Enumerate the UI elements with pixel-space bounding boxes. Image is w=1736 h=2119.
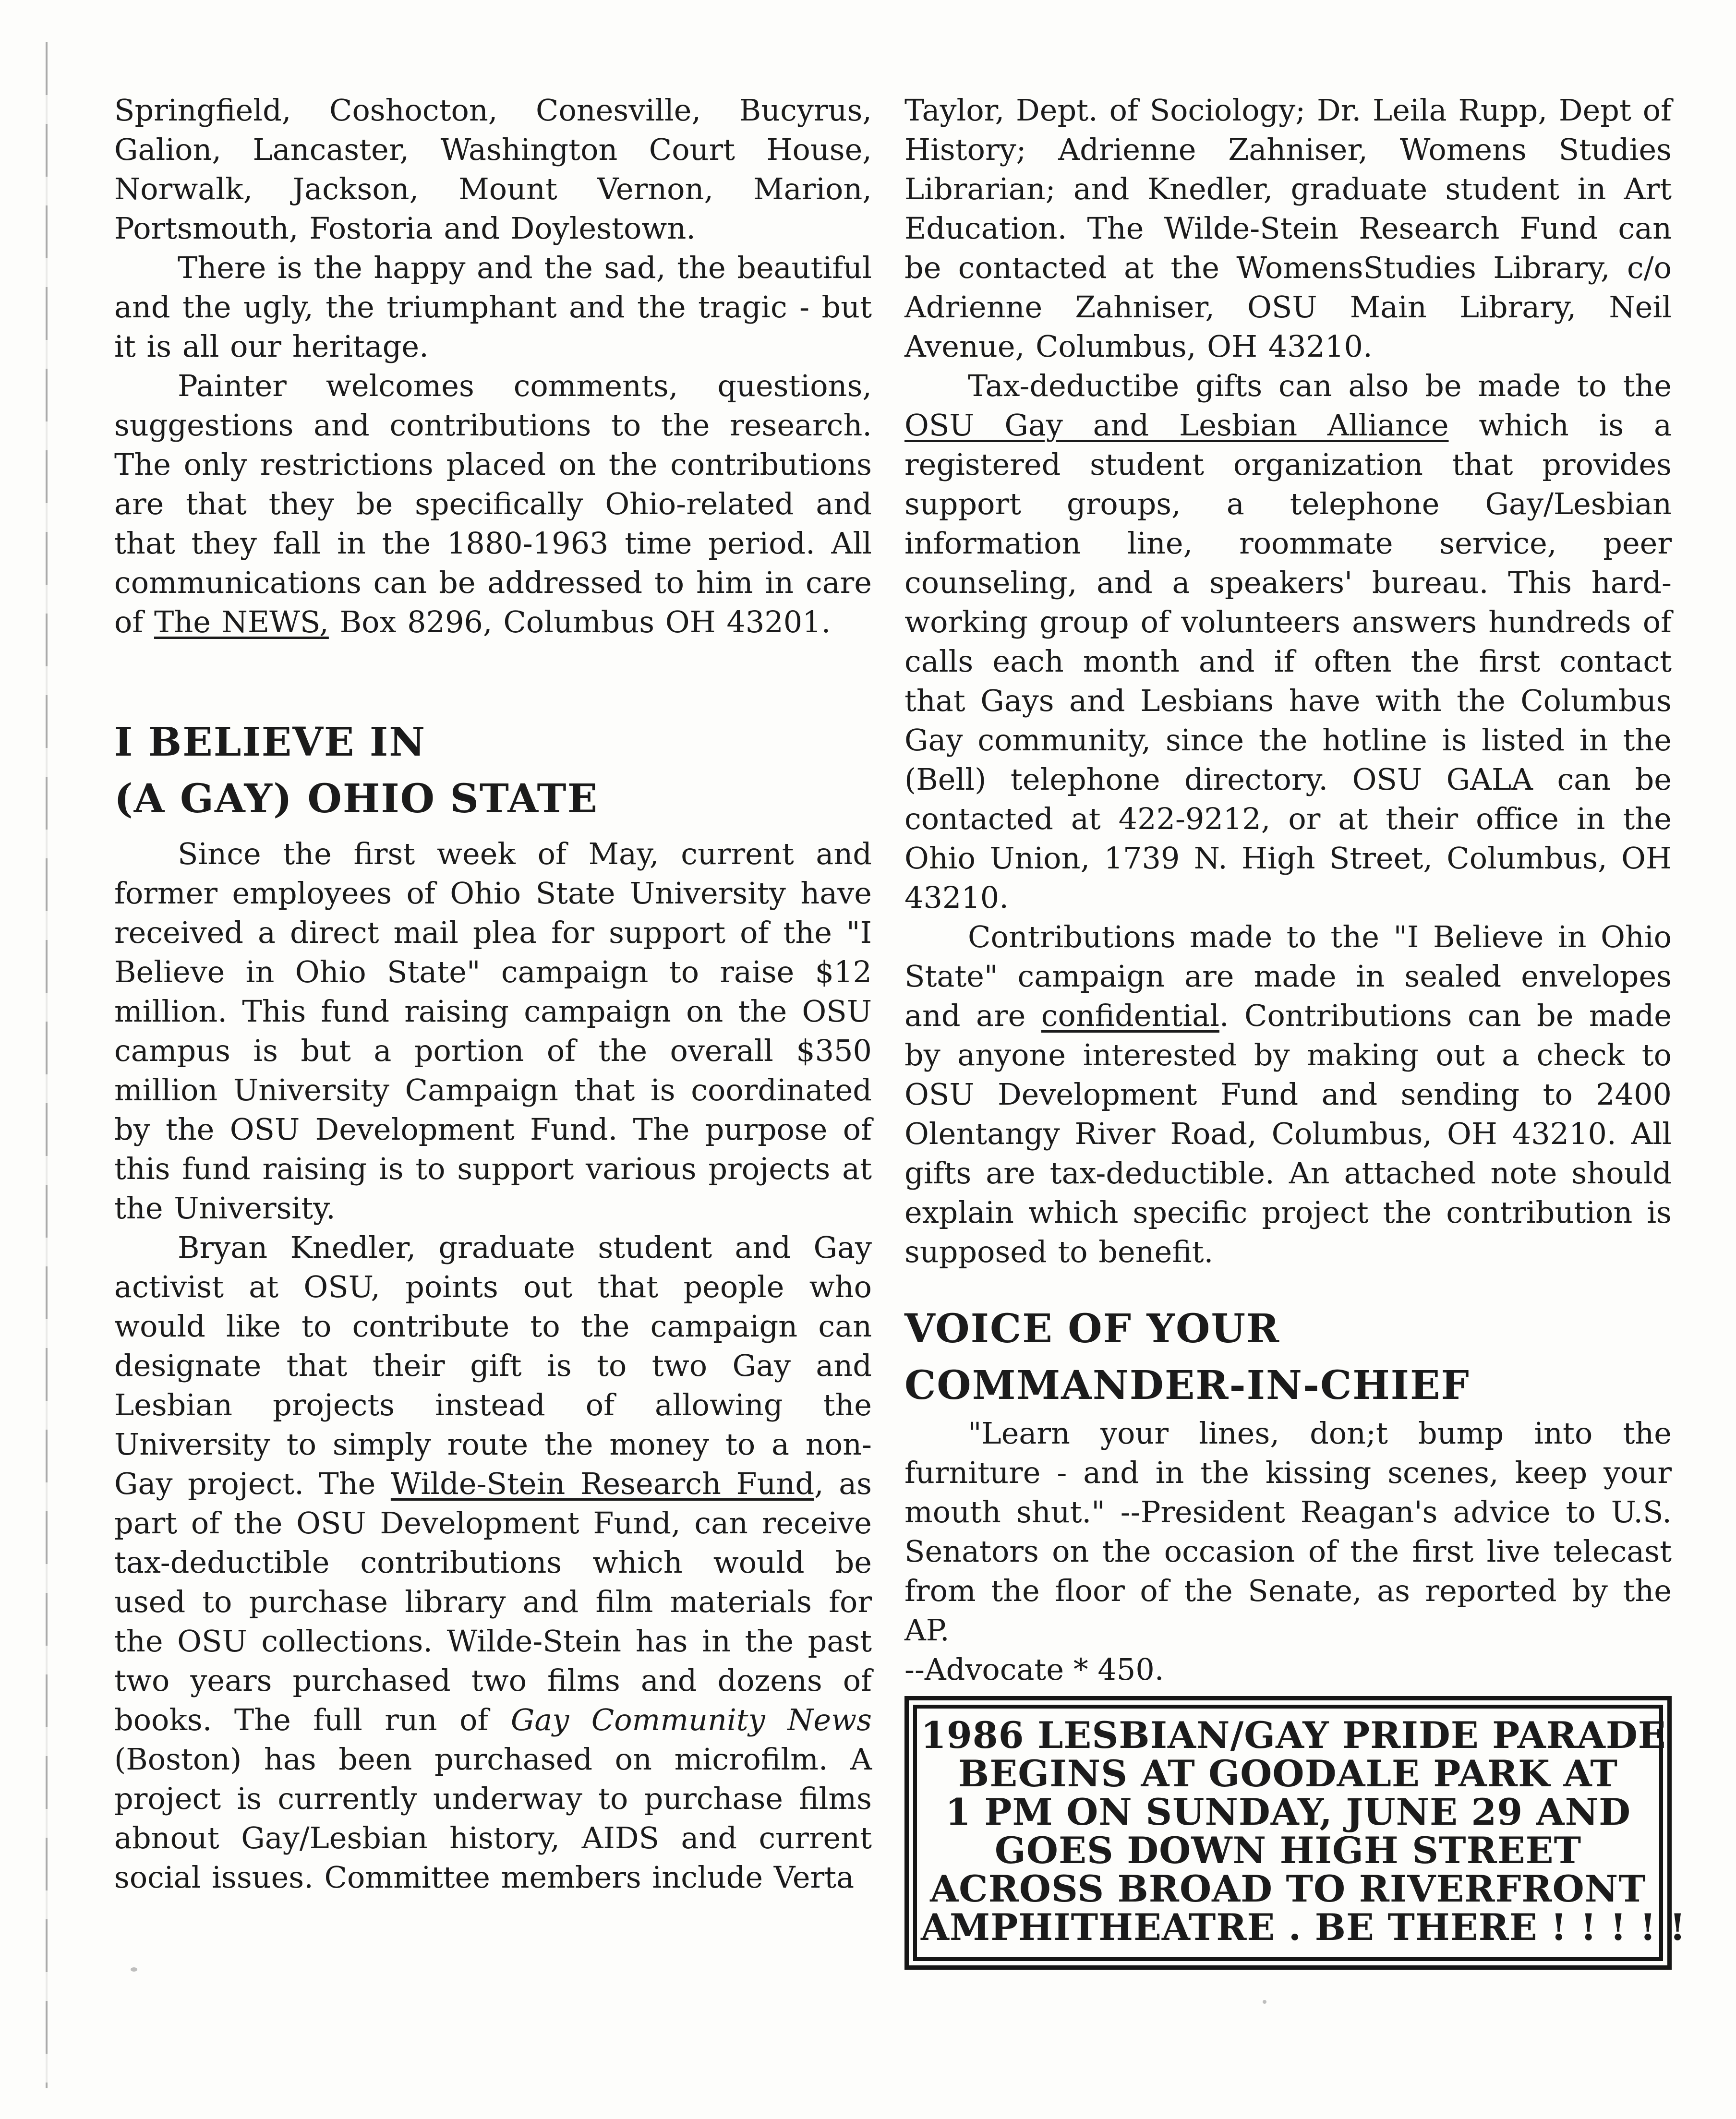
- headline-line: I BELIEVE IN: [114, 719, 426, 765]
- paragraph-knedler-wilde-stein: [114, 1228, 872, 1897]
- headline-i-believe-in-a-gay-ohio-state: [114, 714, 872, 827]
- underlined-text: OSU Gay and Lesbian Alliance: [904, 408, 1449, 443]
- italic-title-text: Gay Community News: [510, 1702, 872, 1737]
- body-text: "Learn your lines, don;t bump into the furniture - and in the kissing scenes, keep your mouth shut." --President Reagan's advice to U.S. Senators on the occasion of the first live telecast from the floor of the Senate, as reported by the AP.: [904, 1416, 1672, 1648]
- body-text: , as part of the OSU Development Fund, can receive tax-deductible contributions which would be used to purchase library and film materials for the OSU collections. Wilde-Stein has in the past two years purchased two films and dozens of books. The full run of: [114, 1466, 872, 1737]
- body-text: Box 8296, Columbus OH 43201.: [328, 604, 831, 639]
- body-text: Springfield, Coshocton, Conesville, Bucyrus, Galion, Lancaster, Washington Court House, Norwalk, Jackson, Mount Vernon, Marion, Portsmouth, Fostoria and Doylestown.: [114, 93, 872, 246]
- body-text: Taylor, Dept. of Sociology; Dr. Leila Rupp, Dept of History; Adrienne Zahniser, Womens Studies Librarian; and Knedler, graduate student in Art Education. The Wilde-Stein Research Fund can be contacted at the WomensStudies Library, c/o Adrienne Zahniser, OSU Main Library, Neil Avenue, Columbus, OH 43210.: [904, 93, 1672, 364]
- body-text: Contributions made to the "I Believe in Ohio State" campaign are made in sealed envelopes and are: [904, 919, 1672, 1033]
- pride-parade-announcement-box: [904, 1696, 1686, 1970]
- parade-box-line: 1986 LESBIAN/GAY PRIDE PARADE: [921, 1714, 1666, 1757]
- parade-box-line: AMPHITHEATRE . BE THERE ! ! ! ! !: [921, 1906, 1686, 1949]
- paragraph-campaign-overview: [114, 834, 872, 1228]
- pride-parade-inner-frame: [913, 1705, 1686, 1961]
- body-text: Painter welcomes comments, questions, suggestions and contributions to the research. The only restrictions placed on the contributions are that they be specifically Ohio-related and that they fall in the 1880-1963 time period. All communications can be addressed to him in care of: [114, 368, 872, 639]
- body-text: Bryan Knedler, graduate student and Gay activist at OSU, points out that people who would like to contribute to the campaign can designate that their gift is to two Gay and Lesbian projects instead of allowing the University to simply route the money to a non-Gay project. The: [114, 1230, 872, 1501]
- headline-line: (A GAY) OHIO STATE: [114, 776, 599, 822]
- paragraph-painter-contact: [114, 366, 872, 642]
- body-text: (Boston) has been purchased on microfilm. A project is currently underway to purchase films abnout Gay/Lesbian history, AIDS and current social issues. Committee members include Verta: [114, 1742, 872, 1895]
- parade-box-line: 1 PM ON SUNDAY, JUNE 29 AND: [945, 1791, 1631, 1833]
- headline-voice-of-your-commander-in-chief: [904, 1300, 1672, 1414]
- paragraph-heritage: [114, 248, 872, 366]
- right-column: [904, 91, 1686, 1970]
- paragraph-ohio-cities: [114, 91, 872, 248]
- attribution-advocate: [904, 1650, 1672, 1689]
- paragraph-osu-gala: [904, 366, 1672, 917]
- underlined-text: The NEWS,: [154, 604, 329, 639]
- paragraph-committee-members: [904, 91, 1672, 366]
- body-text: Since the first week of May, current and former employees of Ohio State University have received a direct mail plea for support of the "I Believe in Ohio State" campaign to raise $12 million. This fund raising campaign on the OSU campus is but a portion of the overall $350 million University Campaign that is coordinated by the OSU Development Fund. The purpose of this fund raising is to support various projects at the University.: [114, 836, 872, 1226]
- headline-line: VOICE OF YOUR: [904, 1306, 1280, 1352]
- body-text: . Contributions can be made by anyone interested by making out a check to OSU Development Fund and sending to 2400 Olentangy River Road, Columbus, OH 43210. All gifts are tax-deductible. An attached note should explain which specific project the contribution is supposed to benefit.: [904, 998, 1672, 1269]
- underlined-text: Wilde-Stein Research Fund: [390, 1466, 815, 1501]
- underlined-text: confidential: [1041, 998, 1219, 1033]
- parade-box-line: GOES DOWN HIGH STREET: [994, 1829, 1582, 1872]
- paragraph-contributions-confidential: [904, 917, 1672, 1272]
- scan-edge-artifact: [46, 42, 48, 2088]
- body-text: --Advocate * 450.: [904, 1652, 1164, 1687]
- body-text: There is the happy and the sad, the beautiful and the ugly, the triumphant and the tragic - but it is all our heritage.: [114, 250, 872, 364]
- left-column: [114, 91, 872, 1897]
- parade-box-line: BEGINS AT GOODALE PARK AT: [958, 1752, 1618, 1795]
- body-text: Tax-deductibe gifts can also be made to the: [968, 368, 1672, 403]
- body-text: which is a registered student organization that provides support groups, a telephone Gay/Lesbian information line, roommate service, peer counseling, and a speakers' bureau. This hard-working group of volunteers answers hundreds of calls each month and if often the first contact that Gays and Lesbians have with the Columbus Gay community, since the hotline is listed in the (Bell) telephone directory. OSU GALA can be contacted at 422-9212, or at their office in the Ohio Union, 1739 N. High Street, Columbus, OH 43210.: [904, 408, 1672, 915]
- scan-speck: [1263, 2000, 1266, 2004]
- parade-box-line: ACROSS BROAD TO RIVERFRONT: [930, 1867, 1646, 1910]
- scan-speck: [131, 1967, 137, 1972]
- paragraph-reagan-quote: [904, 1414, 1672, 1650]
- headline-line: COMMANDER-IN-CHIEF: [904, 1362, 1470, 1409]
